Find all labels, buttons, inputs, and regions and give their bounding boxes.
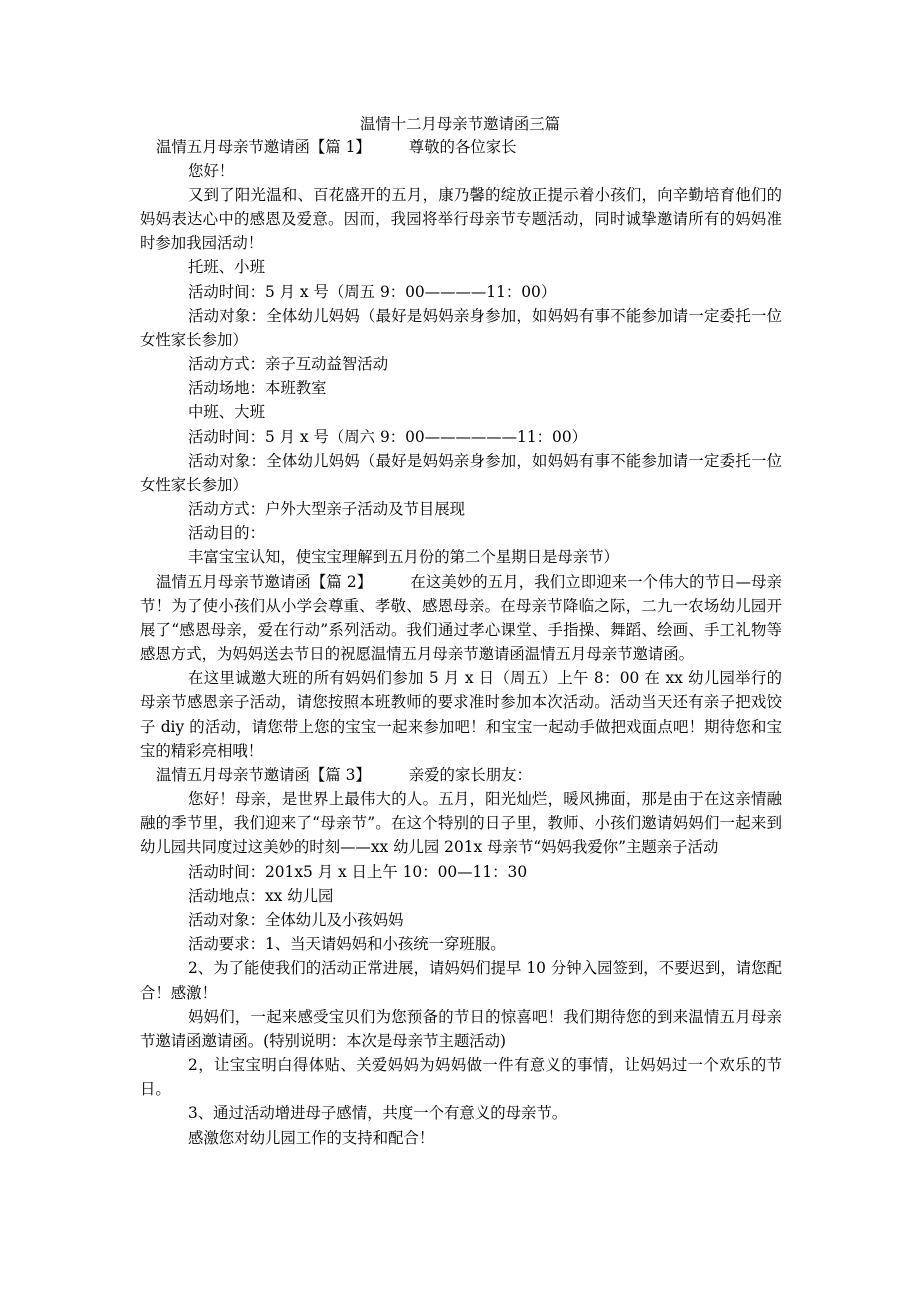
paragraph: 活动目的： — [188, 524, 265, 543]
paragraph: 您好！母亲，是世界上最伟大的人。五月，阳光灿烂，暖风拂面，那是由于在这亲情融融的季节里，我们迎来了“母亲节”。在这个特别的日子里，教师、小孩们邀请妈妈们一起来到幼儿园共同度过这美妙的时刻——xx 幼儿园 201x 母亲节“妈妈我爱你”主题亲子活动 — [140, 790, 782, 857]
paragraph: 活动对象：全体幼儿妈妈（最好是妈妈亲身参加，如妈妈有事不能参加请一定委托一位女性家长参加） — [140, 451, 782, 494]
paragraph: 丰富宝宝认知，使宝宝理解到五月份的第二个星期日是母亲节） — [188, 548, 619, 567]
paragraph: 感激您对幼儿园工作的支持和配合！ — [188, 1128, 435, 1147]
paragraph: 2，让宝宝明白得体贴、关爱妈妈为妈妈做一件有意义的事情，让妈妈过一个欢乐的节日。 — [140, 1056, 782, 1099]
paragraph: 妈妈们，一起来感受宝贝们为您预备的节日的惊喜吧！我们期待您的到来温情五月母亲节邀请函邀请函。(特别说明：本次是母亲节主题活动) — [140, 1007, 782, 1050]
paragraph: 活动场地：本班教室 — [188, 379, 327, 398]
paragraph: 活动对象：全体幼儿及小孩妈妈 — [188, 911, 404, 929]
paragraph: 托班、小班 — [188, 258, 265, 277]
paragraph: 3、通过活动增进母子感情，共度一个有意义的母亲节。 — [188, 1104, 568, 1123]
paragraph: 活动对象：全体幼儿妈妈（最好是妈妈亲身参加，如妈妈有事不能参加请一定委托一位女性家长参加） — [140, 306, 782, 349]
paragraph: 您好！ — [188, 161, 235, 180]
paragraph: 在这里诚邀大班的所有妈妈们参加 5 月 x 日（周五）上午 8：00 在 xx 幼儿园举行的母亲节感恩亲子活动，请您按照本班教师的要求准时参加本次活动。活动当天还有亲子把戏饺子 diy 的活动，请您带上您的宝宝一起来参加吧！和宝宝一起动手做把戏面点吧！期待您和宝宝的精彩亮相哦！ — [140, 669, 782, 760]
paragraph: 活动时间：5 月 x 号（周五 9：00————11：00） — [188, 282, 557, 301]
paragraph: 活动方式：亲子互动益智活动 — [188, 355, 389, 374]
section-label: 温情五月母亲节邀请函【篇 2】 — [156, 572, 373, 591]
section-heading — [140, 763, 782, 787]
section-text: 尊敬的各位家长 — [408, 137, 517, 156]
paragraph: 活动时间：201x5 月 x 日上午 10：00—11：30 — [188, 862, 528, 881]
paragraph: 活动方式：户外大型亲子活动及节目展现 — [188, 500, 466, 519]
section-heading — [140, 135, 782, 159]
document-title: 温情十二月母亲节邀请函三篇 — [359, 115, 561, 133]
paragraph: 活动时间：5 月 x 号（周六 9：00——————11：00） — [188, 427, 588, 446]
paragraph: 2、为了能使我们的活动正常进展，请妈妈们提早 10 分钟入园签到，不要迟到，请您配合！感激！ — [140, 959, 782, 1002]
paragraph: 又到了阳光温和、百花盛开的五月，康乃馨的绽放正提示着小孩们，向辛勤培育他们的妈妈表达心中的感恩及爱意。因而，我园将举行母亲节专题活动，同时诚挚邀请所有的妈妈准时参加我园活动！ — [140, 185, 782, 253]
paragraph: 活动要求：1、当天请妈妈和小孩统一穿班服。 — [188, 935, 506, 954]
section-heading — [140, 570, 782, 667]
section-label: 温情五月母亲节邀请函【篇 3】 — [156, 765, 371, 784]
section-text: 在这美妙的五月，我们立即迎来一个伟大的节日—母亲节！为了使小孩们从小学会尊重、孝敬、感恩母亲。在母亲节降临之际，二九一农场幼儿园开展了“感恩母亲，爱在行动”系列活动。我们通过孝心课堂、手指操、舞蹈、绘画、手工礼物等感恩方式，为妈妈送去节日的祝愿温情五月母亲节邀请函温情五月母亲节邀请函。 — [140, 572, 782, 664]
section-label: 温情五月母亲节邀请函【篇 1】 — [156, 137, 371, 156]
document-body — [140, 135, 782, 1150]
paragraph: 活动地点：xx 幼儿园 — [188, 886, 334, 905]
section-text: 亲爱的家长朋友： — [408, 765, 532, 784]
paragraph: 中班、大班 — [188, 403, 265, 422]
